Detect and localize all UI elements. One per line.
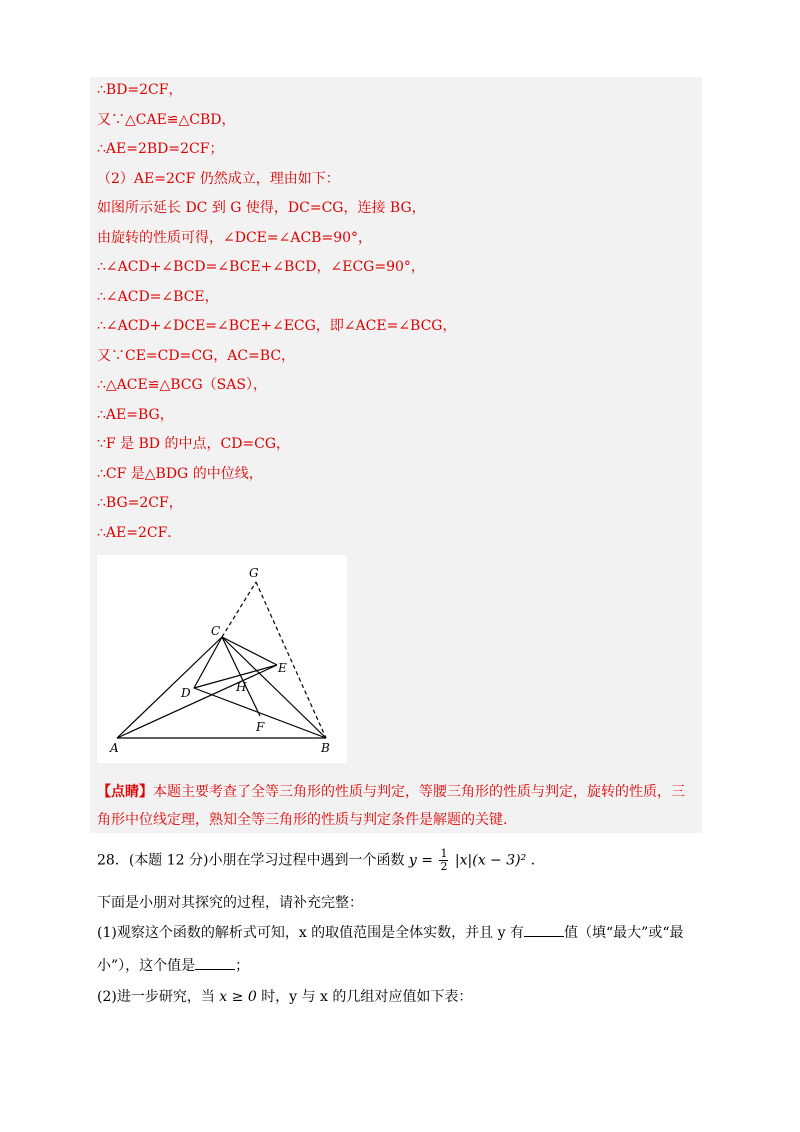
solution-line: 由旋转的性质可得，∠DCE=∠ACB=90°，: [97, 229, 373, 246]
solution-line: ∴AE=2BD=2CF；: [97, 141, 224, 157]
comment-tag: 【点睛】: [97, 784, 153, 800]
solution-line: ∴△ACE≌△BCG（SAS），: [97, 377, 267, 393]
solution-line: 又∵CE=CD=CG，AC=BC，: [97, 347, 296, 364]
solution-line: 又∵△CAE≌△CBD，: [97, 111, 236, 128]
q1-text-a: (1)观察这个函数的解析式可知，x 的取值范围是全体实数，并且 y 有: [97, 925, 524, 941]
solution-line: ∴∠ACD+∠BCD=∠BCE+∠BCD，∠ECG=90°，: [97, 259, 425, 275]
formula-rest: |x|(x − 3)²: [454, 852, 527, 869]
label-f: F: [256, 720, 265, 734]
q2-text-b: 时，y 与 x 的几组对应值如下表：: [261, 989, 473, 1005]
fraction-numerator: 1: [440, 847, 448, 860]
problem-intro: 28．(本题 12 分)小朋在学习过程中遇到一个函数: [97, 852, 405, 869]
problem-intro-end: .: [530, 852, 536, 869]
geometry-diagram: [97, 555, 347, 763]
solution-line: ∴CF 是△BDG 的中位线，: [97, 465, 263, 482]
q2-text-a: (2)进一步研究，当: [97, 989, 215, 1005]
solution-line: 如图所示延长 DC 到 G 使得，DC=CG，连接 BG，: [97, 200, 426, 216]
solution-line: ∴BD=2CF，: [97, 82, 183, 98]
q1-text-d: ；: [235, 958, 250, 974]
q1-text-c: 小”），这个值是: [97, 958, 196, 974]
comment-text: 本题主要考查了全等三角形的性质与判定，等腰三角形的性质与判定，旋转的性质，三角形中位线定理，熟知全等三角形的性质与判定条件是解题的关键.: [97, 784, 685, 828]
segment-cd: [194, 637, 222, 688]
problem-intro-line: [97, 848, 535, 873]
problem-line-2: 下面是小朋对其探究的过程，请补充完整：: [97, 895, 363, 911]
solution-line: （2）AE=2CF 仍然成立，理由如下：: [97, 170, 340, 187]
formula-fraction: [439, 848, 448, 873]
label-a: A: [110, 741, 119, 755]
question-1-line: [97, 922, 683, 944]
fraction-denominator: 2: [440, 860, 448, 873]
question-2-line: [97, 986, 472, 1008]
geometry-figure: [97, 555, 347, 763]
label-h: H: [236, 680, 247, 694]
comment-block: [97, 778, 697, 834]
segment-cg-dashed: [222, 582, 256, 637]
formula-y: y =: [408, 852, 433, 869]
solution-line: ∵F 是 BD 的中点，CD=CG，: [97, 436, 291, 452]
q1-blank-1[interactable]: [524, 922, 564, 937]
solution-line: ∴AE=BG，: [97, 406, 174, 423]
solution-line: ∴BG=2CF，: [97, 495, 183, 511]
label-b: B: [321, 741, 330, 755]
q1-blank-2[interactable]: [195, 955, 235, 970]
solution-line: ∴AE=2CF．: [97, 524, 182, 541]
label-d: D: [181, 686, 191, 700]
question-1-line-2: [97, 955, 249, 977]
q2-condition: x ≥ 0: [219, 989, 257, 1005]
segment-ac: [117, 637, 222, 738]
segment-cf: [222, 637, 260, 716]
q1-text-b: 值（填“最大”或“最: [564, 925, 684, 941]
function-formula: [409, 848, 526, 873]
segment-ce: [222, 637, 277, 665]
label-g: G: [249, 566, 259, 580]
solution-line: ∴∠ACD+∠DCE=∠BCE+∠ECG，即∠ACE=∠BCG，: [97, 318, 457, 334]
label-e: E: [278, 661, 287, 675]
solution-line: ∴∠ACD=∠BCE，: [97, 288, 219, 305]
label-c: C: [211, 624, 221, 638]
